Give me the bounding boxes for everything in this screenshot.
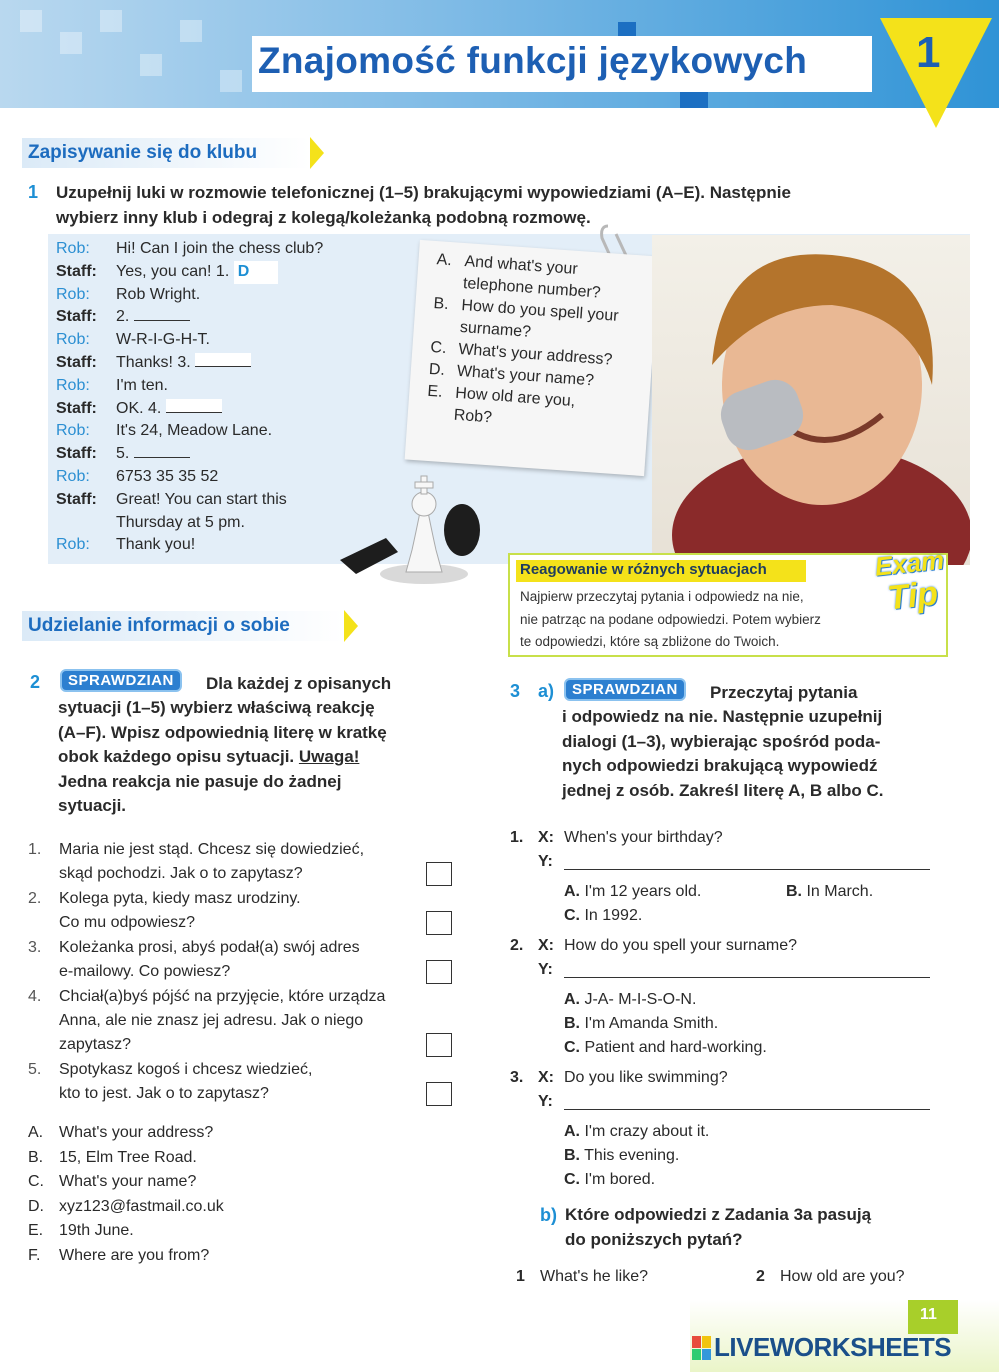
answer-input-2[interactable] (134, 307, 190, 321)
dialog-line (56, 420, 376, 443)
dialog-question (510, 934, 930, 958)
answer-input-3[interactable] (195, 353, 251, 367)
option-text: Rob? (453, 406, 493, 427)
situation-line: Co mu odpowiesz? (59, 914, 196, 931)
reaction-text: 19th June. (59, 1222, 134, 1239)
question-text: Do you like swimming? (564, 1069, 728, 1086)
speaker: Rob: (56, 376, 90, 394)
section-flag (344, 610, 358, 642)
option-text: What's your address? (457, 340, 613, 369)
option-c[interactable] (510, 1036, 930, 1060)
option-letter: A. (564, 991, 580, 1008)
option-b[interactable] (786, 880, 873, 904)
instruction-line: (A–F). Wpisz odpowiednią literę w kratkę (58, 722, 387, 742)
dialog-line (56, 238, 376, 261)
dialog-line (56, 512, 376, 535)
sprawdzian-badge (564, 678, 686, 701)
dialog-line (56, 329, 376, 352)
option-letter: A. (564, 1123, 580, 1140)
instruction-line: sytuacji. (58, 796, 127, 815)
dialog-line (56, 398, 376, 421)
answer-line-1[interactable] (564, 850, 930, 870)
badge-label: SPRAWDZIAN (60, 669, 182, 692)
reaction-letter: F. (28, 1246, 41, 1264)
utterance: 2. (116, 308, 130, 326)
part-b-label: b) (540, 1205, 557, 1225)
reaction-text: Where are you from? (59, 1246, 210, 1264)
dialog-number: 3. (510, 1069, 524, 1086)
speaker: Staff: (56, 445, 97, 463)
exercise-number: 2 (30, 672, 41, 692)
reaction-letter: E. (28, 1222, 44, 1239)
option-text: I'm bored. (584, 1171, 656, 1188)
option-text: This evening. (584, 1147, 680, 1164)
instruction-line: i odpowiedz na nie. Następnie uzupełnij (562, 707, 883, 726)
tip-line: te odpowiedzi, które są zbliżone do Twoich. (520, 634, 780, 649)
speaker: Staff: (56, 490, 97, 508)
reaction-item (28, 1146, 224, 1171)
option-letter: B. (432, 295, 450, 314)
situation-item (28, 838, 468, 887)
option-text: I'm crazy about it. (584, 1123, 710, 1140)
reaction-item (28, 1195, 224, 1220)
situation-item (28, 985, 468, 1058)
exam-tip-badge (864, 544, 960, 633)
section-heading-club (22, 137, 324, 169)
situation-number: 1. (28, 841, 42, 858)
option-letter: B. (564, 1015, 580, 1032)
situation-number: 3. (28, 939, 42, 956)
option-c[interactable] (510, 904, 930, 928)
option-text: And what's your (463, 253, 579, 278)
question-text: How do you spell your surname? (564, 937, 798, 954)
reaction-item (28, 1170, 224, 1195)
situation-text (59, 985, 385, 1057)
speaker: Y: (538, 961, 553, 978)
answer-checkbox-1[interactable] (426, 862, 452, 886)
situation-line: zapytasz? (59, 1036, 132, 1053)
option-text: What's your name? (456, 362, 595, 390)
reaction-letter: C. (28, 1173, 44, 1190)
option-text: I'm Amanda Smith. (584, 1015, 719, 1032)
dialog-line (56, 489, 376, 512)
option-letter: D. (428, 360, 446, 379)
speaker: X: (538, 1069, 554, 1086)
dialog-answer (510, 1090, 930, 1114)
option-text: In March. (806, 883, 874, 900)
utterance: Thursday at 5 pm. (116, 513, 245, 531)
option-text: In 1992. (584, 907, 643, 924)
speaker: Rob: (56, 285, 90, 303)
dialog-line (56, 443, 376, 466)
situation-line: Kolega pyta, kiedy masz urodziny. (59, 890, 301, 907)
dialog-line (56, 261, 376, 284)
situation-item (28, 936, 468, 985)
dialog-question (510, 826, 930, 850)
dialog-line (56, 375, 376, 398)
situation-text (59, 887, 301, 935)
situation-line: Spotykasz kogoś i chcesz wiedzieć, (59, 1061, 313, 1078)
utterance: Hi! Can I join the chess club? (116, 240, 324, 257)
option-a[interactable] (510, 1120, 930, 1144)
section-title: Udzielanie informacji o sobie (22, 611, 344, 641)
situation-text (59, 1058, 312, 1106)
b-question-text: How old are you? (780, 1268, 905, 1285)
reaction-text: 15, Elm Tree Road. (59, 1148, 197, 1166)
badge-word: Tip (885, 574, 940, 618)
dialog-answer (510, 850, 930, 874)
b-question-number: 2 (756, 1268, 765, 1285)
option-letter: C. (429, 338, 448, 357)
option-b[interactable] (510, 1012, 930, 1036)
reaction-text: xyz123@fastmail.co.uk (59, 1197, 224, 1215)
option-text: J-A- M-I-S-O-N. (584, 991, 697, 1008)
exercise-2-instruction (58, 696, 458, 819)
dialog-line (56, 352, 376, 375)
utterance: Rob Wright. (116, 285, 201, 303)
option-text: Patient and hard-working. (584, 1039, 767, 1056)
situation-line: Maria nie jest stąd. Chcesz się dowiedzieć, (59, 841, 365, 858)
reaction-letter: A. (28, 1124, 44, 1141)
reaction-item (28, 1121, 224, 1146)
dialog-number: 2. (510, 937, 524, 954)
situation-line: kto to jest. Jak o to zapytasz? (59, 1085, 269, 1102)
situation-number: 4. (28, 988, 42, 1005)
situation-line: skąd pochodzi. Jak o to zapytasz? (59, 865, 303, 882)
question-text: When's your birthday? (564, 829, 723, 846)
dialog-line (56, 284, 376, 307)
option-letter: C. (564, 1039, 580, 1056)
utterance: 6753 35 35 52 (116, 467, 219, 485)
utterance: Thanks! 3. (116, 353, 191, 371)
situation-line: Anna, ale nie znasz jej adresu. Jak o niego (59, 1012, 364, 1029)
answer-line-3[interactable] (564, 1090, 930, 1110)
situation-item (28, 887, 468, 936)
instruction-line: Które odpowiedzi z Zadania 3a pasują (565, 1205, 872, 1224)
b-question-1 (516, 1265, 648, 1289)
part-a-label: a) (538, 681, 555, 701)
boy-on-phone-photo (652, 235, 970, 565)
situations-list (28, 838, 468, 1107)
tip-line: Najpierw przeczytaj pytania i odpowiedz na nie, (520, 589, 804, 604)
situation-line: Koleżanka prosi, abyś podał(a) swój adres (59, 939, 360, 956)
page-title: Znajomość funkcji językowych (258, 40, 808, 81)
situation-text (59, 838, 364, 886)
situation-line: e-mailowy. Co powiesz? (59, 963, 231, 980)
b-question-2 (756, 1265, 905, 1289)
reaction-text: What's your name? (59, 1173, 197, 1190)
answer-line-2[interactable] (564, 958, 930, 978)
answer-checkbox-4[interactable] (426, 1033, 452, 1057)
options-note-card (405, 240, 660, 476)
tip-line: nie patrząc na podane odpowiedzi. Potem wybierz (520, 611, 821, 627)
answer-checkbox-2[interactable] (426, 911, 452, 935)
option-a[interactable] (510, 988, 930, 1012)
exercise-number: 3 (510, 681, 521, 701)
answer-input-1[interactable]: D (234, 261, 278, 284)
answer-input-4[interactable] (166, 399, 222, 413)
instruction-line: Jedna reakcja nie pasuje do żadnej (58, 771, 342, 791)
instruction-line: nych odpowiedzi brakującą wypowiedź (562, 756, 878, 775)
boy-illustration (652, 235, 970, 565)
option-row (510, 880, 930, 904)
sprawdzian-badge (60, 669, 182, 692)
reaction-letter: D. (28, 1197, 44, 1215)
reaction-letter: B. (28, 1148, 44, 1166)
instruction-line: wybierz inny klub i odegraj z kolegą/koleżanką podobną rozmowę. (56, 208, 591, 227)
dialog-line (56, 466, 376, 489)
situation-number: 2. (28, 890, 42, 907)
speaker: Y: (538, 853, 553, 870)
instruction-line: Uzupełnij luki w rozmowie telefonicznej (1–5) brakującymi wypowiedziami (A–E). Następnie (56, 183, 791, 202)
situation-number: 5. (28, 1061, 42, 1078)
dialog-answer (510, 958, 930, 982)
choice-dialog-2 (510, 934, 930, 1060)
dialog-question (510, 1066, 930, 1090)
warning-label: Uwaga! (298, 747, 360, 766)
option-letter: E. (426, 382, 444, 401)
speaker: Rob: (56, 536, 90, 554)
instruction-line: dialogi (1–3), wybierając spośród poda- (562, 731, 881, 751)
option-letter: A. (436, 251, 453, 270)
speaker: Staff: (56, 353, 97, 371)
b-question-text: What's he like? (540, 1268, 648, 1285)
option-text: How old are you, (454, 384, 576, 411)
section-title: Zapisywanie się do klubu (22, 138, 310, 168)
utterance: Yes, you can! 1. (116, 262, 230, 280)
instruction-line: do poniższych pytań? (565, 1229, 743, 1249)
reaction-text: What's your address? (59, 1124, 214, 1141)
page-number: 11 (920, 1306, 937, 1323)
b-question-number: 1 (516, 1268, 525, 1285)
reaction-item (28, 1244, 224, 1269)
badge-label: SPRAWDZIAN (564, 678, 686, 701)
speaker: Rob: (56, 331, 90, 349)
option-text: I'm 12 years old. (584, 883, 702, 900)
option-text: surname? (459, 318, 532, 341)
option-b[interactable] (510, 1144, 930, 1168)
speaker: Staff: (56, 262, 97, 280)
instruction-line: Przeczytaj pytania (710, 683, 858, 702)
liveworksheets-watermark: LIVEWORKSHEETS (714, 1332, 952, 1362)
exam-tip-text (520, 586, 821, 654)
speaker: Staff: (56, 308, 97, 326)
instruction-line: sytuacji (1–5) wybierz właściwą reakcję (58, 698, 375, 717)
choice-dialog-1 (510, 826, 930, 928)
exercise-number: 1 (28, 182, 39, 202)
speaker: X: (538, 829, 554, 846)
instruction-text: obok każdego opisu sytuacji. (58, 747, 295, 766)
choice-dialog-3 (510, 1066, 930, 1192)
dialog-line (56, 306, 376, 329)
instruction-line (58, 745, 458, 770)
utterance: Thank you! (116, 536, 196, 554)
utterance: 5. (116, 445, 130, 463)
exercise-3b-instruction (565, 1203, 871, 1252)
utterance: Great! You can start this (116, 490, 287, 508)
answer-checkbox-5[interactable] (426, 1082, 452, 1106)
speaker: Rob: (56, 422, 90, 440)
utterance: OK. 4. (116, 399, 162, 417)
phone-dialog (56, 238, 376, 557)
utterance: It's 24, Meadow Lane. (116, 422, 273, 440)
option-letter: B. (786, 883, 802, 900)
dialog-number: 1. (510, 829, 524, 846)
situation-line: Chciał(a)byś pójść na przyjęcie, które urządza (59, 988, 386, 1005)
option-letter: C. (564, 1171, 580, 1188)
speaker: Y: (538, 1093, 553, 1110)
badge-word: Exam (873, 544, 946, 582)
option-text: telephone number? (462, 275, 602, 302)
section-flag (310, 137, 324, 169)
instruction-line: Dla każdej z opisanych (206, 674, 392, 693)
section-heading-about-yourself (22, 610, 358, 642)
exam-tip-title: Reagowanie w różnych sytuacjach (520, 561, 767, 578)
situation-text (59, 936, 360, 984)
liveworksheets-logo-icon (692, 1336, 710, 1360)
reaction-item (28, 1219, 224, 1244)
reactions-list (28, 1121, 224, 1268)
answer-input-5[interactable] (134, 444, 190, 458)
utterance: I'm ten. (116, 376, 168, 394)
speaker: Rob: (56, 240, 90, 257)
option-text: How do you spell your (460, 296, 620, 325)
exercise-3-instruction (562, 705, 942, 803)
utterance: W-R-I-G-H-T. (116, 331, 210, 349)
instruction-line: jednej z osób. Zakreśl literę A, B albo C. (562, 780, 884, 800)
speaker: Rob: (56, 467, 90, 485)
dialog-line (56, 534, 376, 557)
option-a[interactable] (564, 883, 701, 900)
answer-checkbox-3[interactable] (426, 960, 452, 984)
option-letter: A. (564, 883, 580, 900)
speaker: X: (538, 937, 554, 954)
exercise-1-instruction (56, 180, 956, 230)
option-c[interactable] (510, 1168, 930, 1192)
unit-number: 1 (916, 28, 941, 77)
chess-pieces-illustration (336, 452, 496, 588)
speaker: Staff: (56, 399, 97, 417)
situation-item (28, 1058, 468, 1107)
option-letter: B. (564, 1147, 580, 1164)
option-letter: C. (564, 907, 580, 924)
